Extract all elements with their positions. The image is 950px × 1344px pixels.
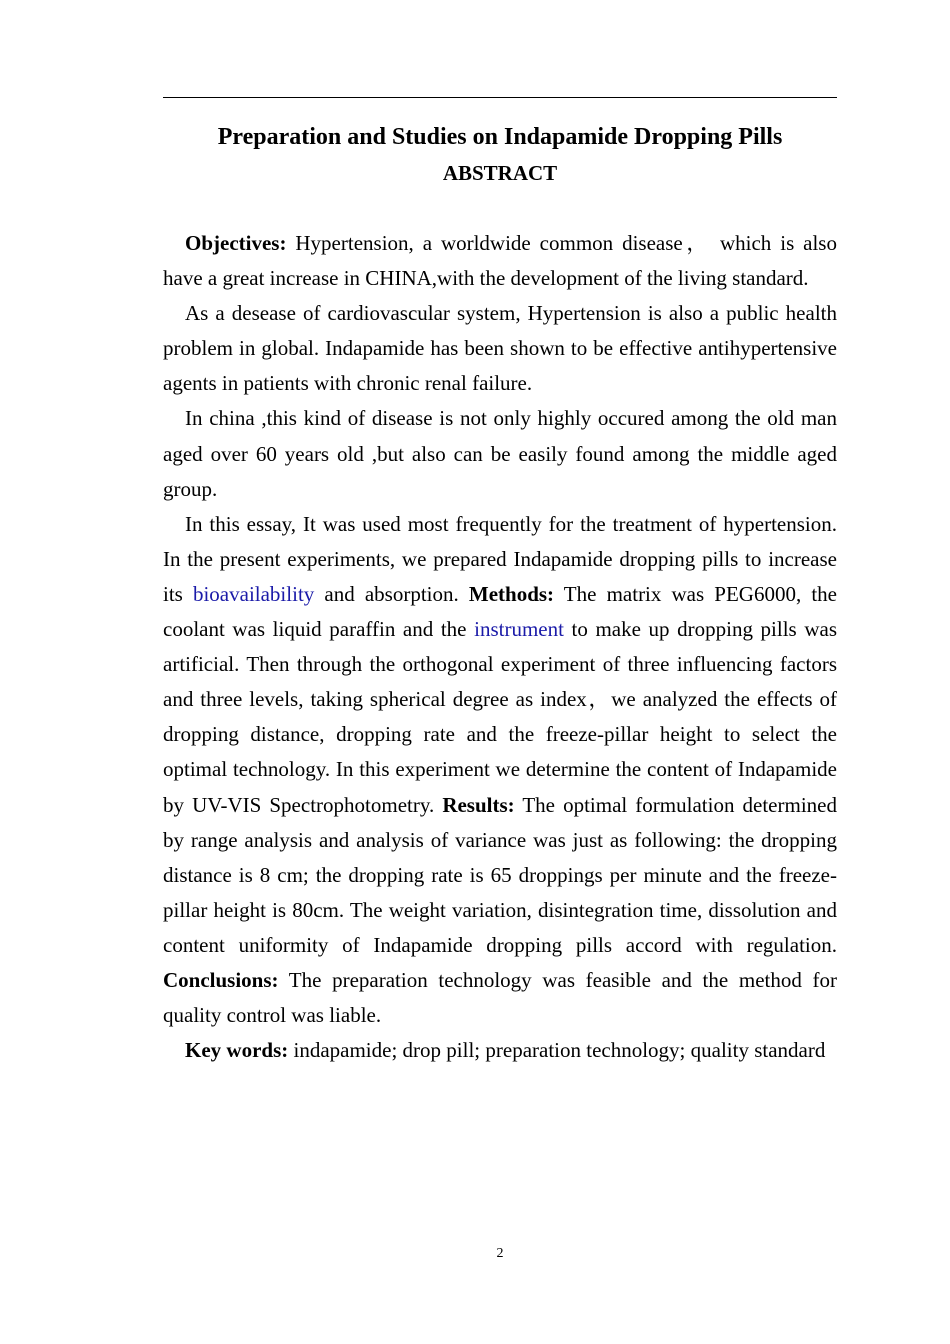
results-label: Results: xyxy=(442,792,515,817)
header-rule xyxy=(163,97,837,98)
page-number: 2 xyxy=(496,1246,504,1261)
paragraph-china: In china ,this kind of disease is not only highly occured among the old man aged over 60 years old ,but also can be easily found among the middle aged group. xyxy=(163,406,837,501)
paragraph-methods-results xyxy=(163,507,837,1033)
methods-label: Methods: xyxy=(468,581,555,606)
objectives-label: Objectives: xyxy=(185,231,287,255)
bioavailability-link[interactable]: bioavailability xyxy=(192,581,315,606)
results-text: The optimal formulation determined by range analysis and analysis of variance was just as following: the dropping distance is 8 cm; the dropping rate is 65 droppings per minute and the freeze-pillar height is 80cm. The weight variation, disintegration time, dissolution and content uniformity of Indapamide dropping pills accord with regulation. xyxy=(163,792,837,957)
keywords-label: Key words: xyxy=(185,1038,289,1063)
keywords-paragraph xyxy=(163,1033,837,1068)
experiment-text: to make up dropping pills was artificial. Then through the orthogonal experiment of three influencing factors and three levels, taking spherical degree as index，we analyzed the effects of dropping distance, dropping rate and the freeze-pillar height to select the optimal technology. In this experiment we determine the content of Indapamide by UV-VIS Spectrophotometry. xyxy=(163,617,837,817)
absorption-text: and absorption. xyxy=(314,581,469,606)
keywords-text: indapamide; drop pill; preparation technology; quality standard xyxy=(288,1038,826,1063)
abstract-heading: ABSTRACT xyxy=(442,161,558,185)
paragraph-cardiovascular: As a desease of cardiovascular system, Hypertension is also a public health problem in global. Indapamide has been shown to be effective antihypertensive agents in patients with chronic renal failure. xyxy=(163,301,837,396)
conclusions-label: Conclusions: xyxy=(163,967,279,992)
abstract-body xyxy=(163,226,837,1068)
instrument-link[interactable]: instrument xyxy=(474,617,564,642)
objectives-paragraph xyxy=(163,226,837,296)
essay-text: In this essay, It was used most frequently for the treatment of hypertension. In the present experiments, we prepared Indapamide dropping pills to increase its xyxy=(163,511,837,606)
methods-text: The matrix was PEG6000, the coolant was liquid paraffin and the xyxy=(163,581,838,642)
objectives-text: Hypertension, a worldwide common disease， which is also have a great increase in CHINA,with the development of the living standard. xyxy=(163,231,837,291)
conclusions-text: The preparation technology was feasible and the method for quality control was liable. xyxy=(163,967,837,1028)
paper-title: Preparation and Studies on Indapamide Dropping Pills xyxy=(217,124,783,150)
